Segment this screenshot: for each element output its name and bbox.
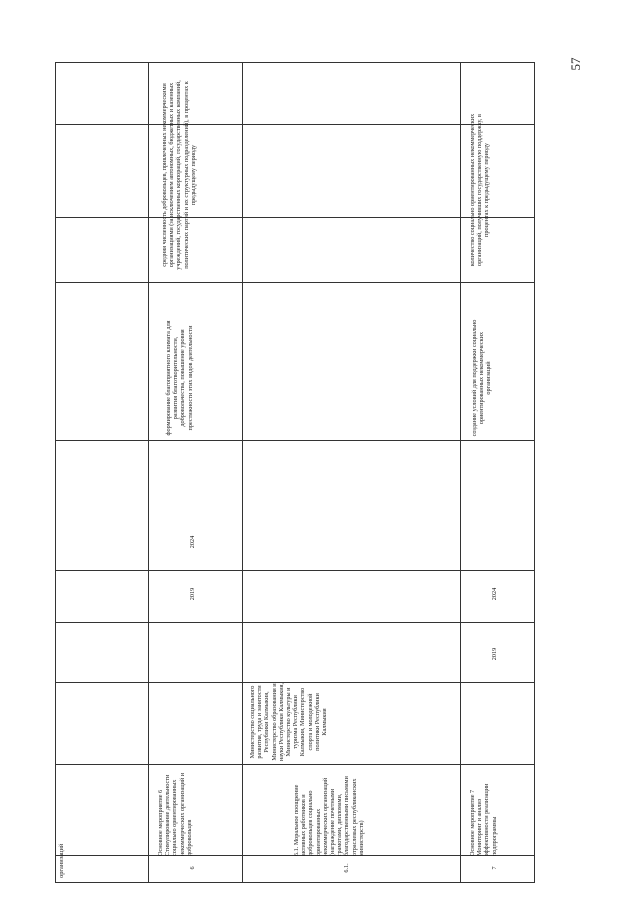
table-border-bottom <box>55 882 535 883</box>
end-year: 2024 <box>189 535 196 549</box>
end-year: 2024 <box>491 587 498 601</box>
row-number: 7 <box>491 866 498 870</box>
start-year: 2019 <box>189 587 196 601</box>
activity-name: 6.1. Моральное поощрение активных работников и добровольцев социально ориентированных некоммерческих организаций (награждение почетными грамотами, дипломами, благодарственными письмами отраслевых республиканских министерств) <box>293 776 365 856</box>
program-table <box>55 62 535 882</box>
start-year: 2019 <box>491 647 498 661</box>
expected-result: формирование благоприятного климата для развития благотворительности, добровольчества, повышение уровня престижности этих видов деятельности <box>165 320 194 436</box>
table-row <box>149 62 242 882</box>
row-divider <box>534 62 535 882</box>
row-divider <box>55 62 56 882</box>
table-row <box>56 762 148 880</box>
row-number: 6 <box>189 866 196 870</box>
page-number: 57 <box>568 57 583 71</box>
table-row <box>243 62 460 882</box>
activity-name: Основное мероприятие 6 Стимулирование деятельности социально ориентированных некоммерческих организаций и добровольцев <box>157 772 193 856</box>
executor: Министерство социального развития, труда и занятости Республики Калмыкия, Министерство образования и науки Республики Калмыкия, Министерство культуры и туризма Республики Калмыкия, Министерство спорта и молодежной политики Республики Калмыкия <box>249 683 329 762</box>
cell-name: организаций <box>58 843 65 878</box>
target-indicator: количество социально ориентированных некоммерческих организаций, получивших государственную поддержку, в процентах к предыдущему периоду <box>469 113 491 267</box>
expected-result: создание условий для поддержки социально ориентированных некоммерческих организаций <box>471 319 493 437</box>
table-row <box>461 62 534 882</box>
row-number: 6.1. <box>343 863 350 873</box>
target-indicator: средняя численность добровольцев, привлеченных некоммерческими организациями (за исключением автономных, бюджетных и казенных учреждений, государственных корпораций, государственных компаний, политических партий и их структурных подразделений), в процентах к предыдущему периоду <box>161 80 197 270</box>
activity-name: Основное мероприятие 7 Мониторинг и анализ эффективности реализации подпрограммы <box>469 783 498 856</box>
